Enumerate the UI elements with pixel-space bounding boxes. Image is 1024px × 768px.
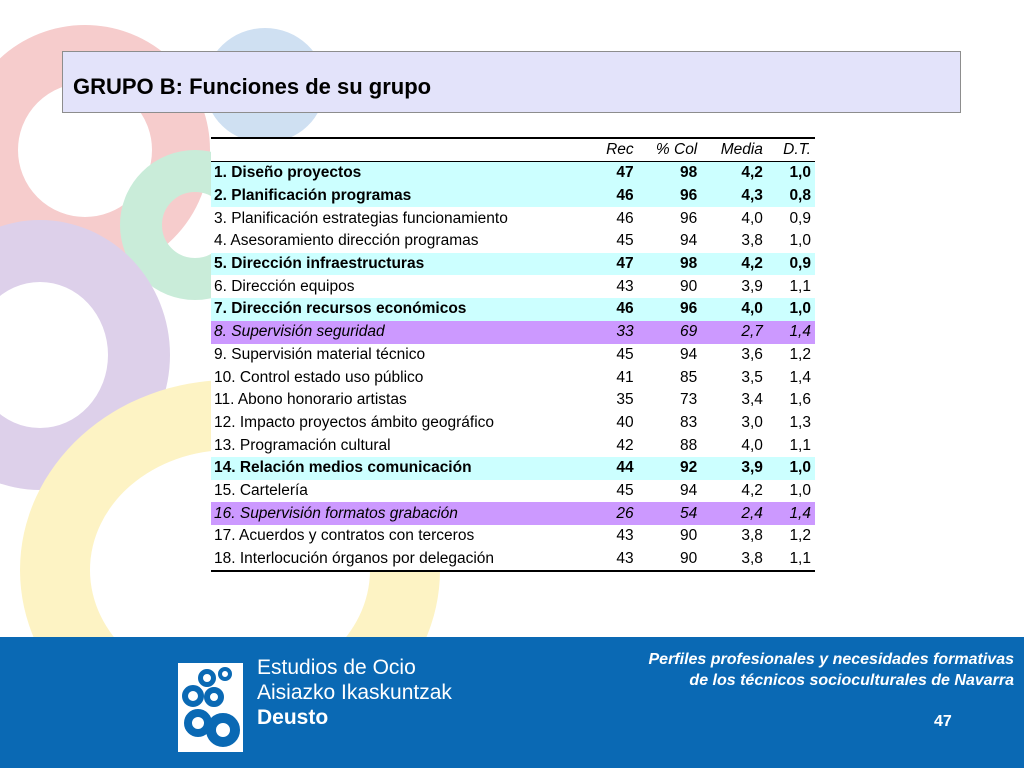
cell-dt: 1,0 bbox=[767, 457, 815, 480]
cell-label: 14. Relación medios comunicación bbox=[211, 457, 588, 480]
table-row bbox=[211, 389, 815, 412]
cell-col: 92 bbox=[638, 457, 702, 480]
cell-media: 3,8 bbox=[701, 230, 767, 253]
cell-label: 12. Impacto proyectos ámbito geográfico bbox=[211, 412, 588, 435]
cell-dt: 0,9 bbox=[767, 207, 815, 230]
cell-media: 2,7 bbox=[701, 321, 767, 344]
cell-dt: 1,0 bbox=[767, 230, 815, 253]
table-row bbox=[211, 548, 815, 572]
cell-col: 88 bbox=[638, 434, 702, 457]
footer-bar bbox=[0, 637, 1024, 768]
table-header-row bbox=[211, 138, 815, 162]
cell-media: 3,4 bbox=[701, 389, 767, 412]
cell-label: 15. Cartelería bbox=[211, 480, 588, 503]
cell-dt: 1,2 bbox=[767, 344, 815, 367]
table-row bbox=[211, 525, 815, 548]
header-label bbox=[211, 138, 588, 162]
cell-label: 8. Supervisión seguridad bbox=[211, 321, 588, 344]
table-row bbox=[211, 162, 815, 185]
cell-dt: 1,3 bbox=[767, 412, 815, 435]
logo-ring-icon bbox=[198, 669, 216, 687]
cell-rec: 43 bbox=[588, 525, 638, 548]
org-name-line: Estudios de Ocio bbox=[257, 656, 416, 679]
logo-ring-icon bbox=[182, 685, 204, 707]
logo-ring-icon bbox=[204, 687, 224, 707]
cell-rec: 47 bbox=[588, 253, 638, 276]
cell-media: 3,8 bbox=[701, 525, 767, 548]
cell-media: 3,9 bbox=[701, 275, 767, 298]
cell-col: 94 bbox=[638, 480, 702, 503]
cell-rec: 41 bbox=[588, 366, 638, 389]
cell-media: 4,3 bbox=[701, 185, 767, 208]
cell-media: 4,0 bbox=[701, 298, 767, 321]
header-dt: D.T. bbox=[783, 141, 811, 158]
cell-dt: 1,1 bbox=[767, 434, 815, 457]
table-row bbox=[211, 275, 815, 298]
cell-rec: 26 bbox=[588, 502, 638, 525]
cell-col: 85 bbox=[638, 366, 702, 389]
cell-dt: 1,4 bbox=[767, 321, 815, 344]
cell-rec: 46 bbox=[588, 207, 638, 230]
cell-media: 4,2 bbox=[701, 253, 767, 276]
cell-col: 90 bbox=[638, 275, 702, 298]
table-row bbox=[211, 185, 815, 208]
table-row bbox=[211, 502, 815, 525]
table-row bbox=[211, 480, 815, 503]
cell-media: 4,0 bbox=[701, 434, 767, 457]
table-row bbox=[211, 457, 815, 480]
cell-rec: 45 bbox=[588, 344, 638, 367]
cell-col: 90 bbox=[638, 525, 702, 548]
cell-col: 94 bbox=[638, 230, 702, 253]
org-name-line: Deusto bbox=[257, 706, 329, 729]
cell-col: 73 bbox=[638, 389, 702, 412]
cell-label: 2. Planificación programas bbox=[211, 185, 588, 208]
cell-col: 96 bbox=[638, 185, 702, 208]
table-row bbox=[211, 253, 815, 276]
cell-col: 69 bbox=[638, 321, 702, 344]
cell-rec: 40 bbox=[588, 412, 638, 435]
cell-media: 3,0 bbox=[701, 412, 767, 435]
cell-media: 4,0 bbox=[701, 207, 767, 230]
cell-col: 96 bbox=[638, 207, 702, 230]
cell-rec: 33 bbox=[588, 321, 638, 344]
cell-label: 6. Dirección equipos bbox=[211, 275, 588, 298]
cell-col: 83 bbox=[638, 412, 702, 435]
table-row bbox=[211, 344, 815, 367]
table-row bbox=[211, 412, 815, 435]
cell-dt: 1,0 bbox=[767, 298, 815, 321]
table-row bbox=[211, 207, 815, 230]
cell-label: 11. Abono honorario artistas bbox=[211, 389, 588, 412]
cell-rec: 43 bbox=[588, 548, 638, 572]
cell-media: 3,9 bbox=[701, 457, 767, 480]
table-row bbox=[211, 298, 815, 321]
cell-media: 3,6 bbox=[701, 344, 767, 367]
table-row bbox=[211, 230, 815, 253]
presentation-subtitle bbox=[494, 649, 1014, 691]
cell-col: 90 bbox=[638, 548, 702, 572]
org-name-line: Aisiazko Ikaskuntzak bbox=[257, 681, 452, 704]
cell-label: 16. Supervisión formatos grabación bbox=[211, 502, 588, 525]
cell-rec: 43 bbox=[588, 275, 638, 298]
organization-name bbox=[257, 655, 452, 730]
cell-label: 10. Control estado uso público bbox=[211, 366, 588, 389]
cell-dt: 1,0 bbox=[767, 162, 815, 185]
table-body bbox=[211, 162, 815, 572]
cell-media: 3,8 bbox=[701, 548, 767, 572]
header-rec: Rec bbox=[606, 141, 634, 158]
cell-label: 17. Acuerdos y contratos con terceros bbox=[211, 525, 588, 548]
title-box bbox=[62, 51, 961, 113]
cell-dt: 0,9 bbox=[767, 253, 815, 276]
cell-dt: 0,8 bbox=[767, 185, 815, 208]
page-number: 47 bbox=[934, 713, 952, 730]
cell-label: 18. Interlocución órganos por delegación bbox=[211, 548, 588, 572]
page-title: GRUPO B: Funciones de su grupo bbox=[73, 74, 432, 99]
cell-rec: 47 bbox=[588, 162, 638, 185]
cell-rec: 45 bbox=[588, 230, 638, 253]
logo-ring-icon bbox=[218, 667, 232, 681]
cell-rec: 42 bbox=[588, 434, 638, 457]
cell-col: 96 bbox=[638, 298, 702, 321]
cell-rec: 44 bbox=[588, 457, 638, 480]
cell-rec: 35 bbox=[588, 389, 638, 412]
cell-col: 94 bbox=[638, 344, 702, 367]
cell-dt: 1,0 bbox=[767, 480, 815, 503]
table-row bbox=[211, 321, 815, 344]
cell-media: 3,5 bbox=[701, 366, 767, 389]
cell-dt: 1,1 bbox=[767, 548, 815, 572]
cell-dt: 1,4 bbox=[767, 366, 815, 389]
cell-label: 5. Dirección infraestructuras bbox=[211, 253, 588, 276]
functions-table bbox=[211, 137, 815, 572]
cell-col: 98 bbox=[638, 162, 702, 185]
cell-label: 3. Planificación estrategias funcionamiento bbox=[211, 207, 588, 230]
cell-label: 9. Supervisión material técnico bbox=[211, 344, 588, 367]
cell-col: 54 bbox=[638, 502, 702, 525]
subtitle-line: de los técnicos socioculturales de Navarra bbox=[689, 672, 1014, 689]
cell-dt: 1,6 bbox=[767, 389, 815, 412]
cell-media: 4,2 bbox=[701, 162, 767, 185]
table-row bbox=[211, 366, 815, 389]
cell-col: 98 bbox=[638, 253, 702, 276]
header-col: % Col bbox=[655, 141, 698, 158]
cell-rec: 46 bbox=[588, 185, 638, 208]
table-row bbox=[211, 434, 815, 457]
header-media: Media bbox=[720, 141, 763, 158]
cell-label: 13. Programación cultural bbox=[211, 434, 588, 457]
cell-rec: 46 bbox=[588, 298, 638, 321]
deusto-logo-icon bbox=[178, 663, 243, 752]
logo-ring-icon bbox=[206, 713, 240, 747]
cell-label: 1. Diseño proyectos bbox=[211, 162, 588, 185]
cell-rec: 45 bbox=[588, 480, 638, 503]
cell-dt: 1,4 bbox=[767, 502, 815, 525]
cell-media: 4,2 bbox=[701, 480, 767, 503]
subtitle-line: Perfiles profesionales y necesidades formativas bbox=[648, 651, 1014, 668]
cell-label: 4. Asesoramiento dirección programas bbox=[211, 230, 588, 253]
cell-media: 2,4 bbox=[701, 502, 767, 525]
cell-dt: 1,2 bbox=[767, 525, 815, 548]
cell-dt: 1,1 bbox=[767, 275, 815, 298]
cell-label: 7. Dirección recursos económicos bbox=[211, 298, 588, 321]
